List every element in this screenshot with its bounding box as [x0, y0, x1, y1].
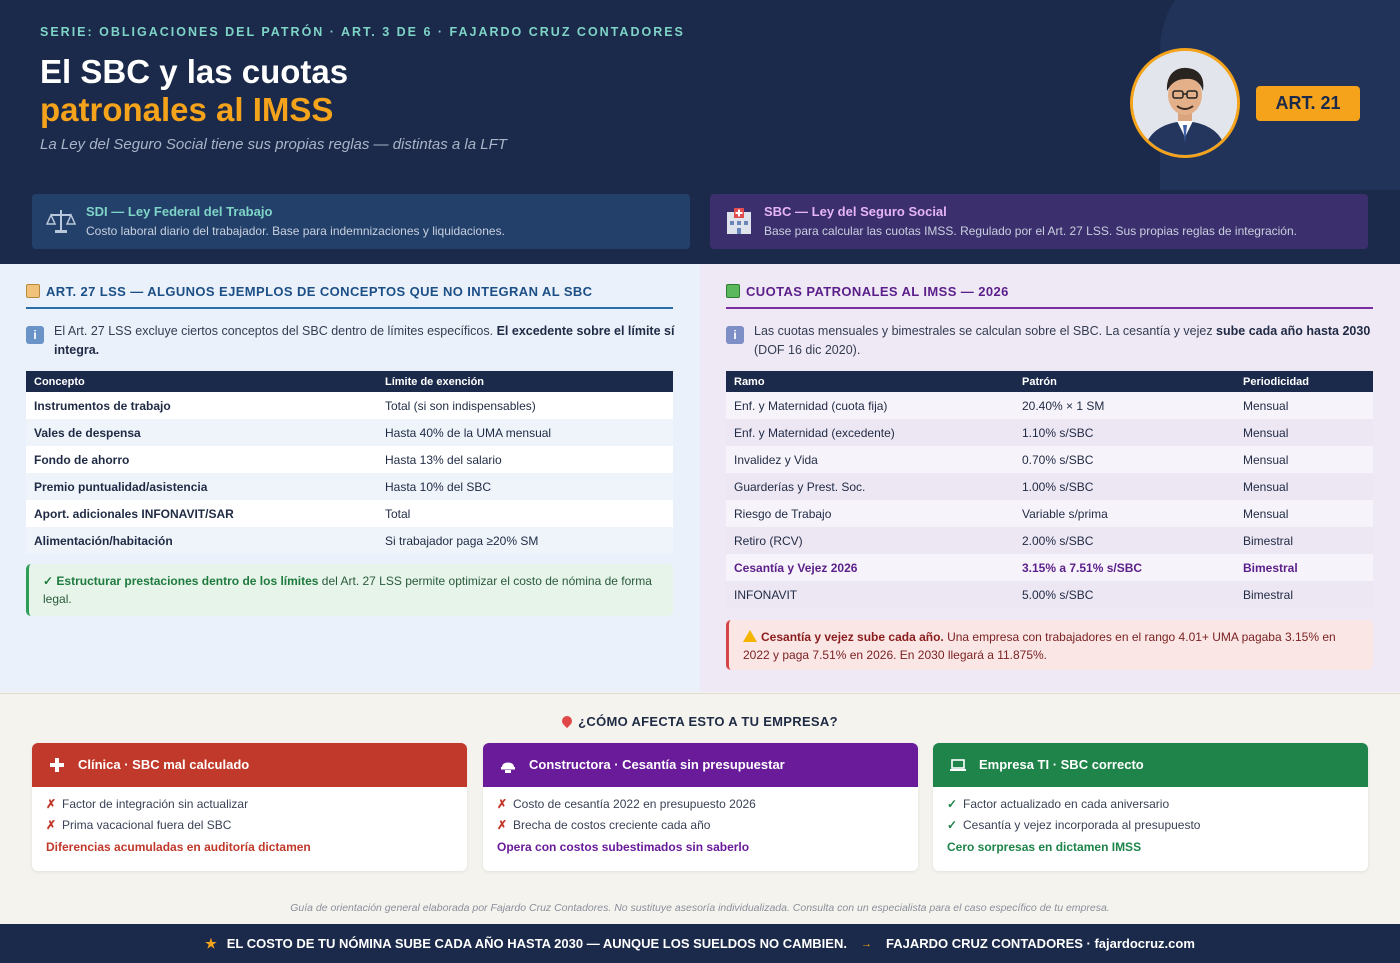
concept-cell: Premio puntualidad/asistencia	[34, 479, 208, 494]
clinic-case-card	[32, 743, 467, 871]
column-header: Concepto	[26, 371, 377, 392]
clipboard-icon	[26, 284, 40, 298]
construction-case-card	[483, 743, 918, 871]
cross-mark-icon: ✗	[46, 818, 57, 832]
list-item-text: Prima vacacional fuera del SBC	[62, 818, 232, 832]
card-result: Diferencias acumuladas en auditoría dictamen	[46, 840, 311, 854]
impact-title	[0, 714, 1400, 729]
card-result: Opera con costos subestimados sin saberlo	[497, 840, 750, 854]
list-item	[46, 797, 467, 818]
sdi-title: SDI — Ley Federal del Trabajo	[86, 204, 273, 219]
page-title-line1: El SBC y las cuotas	[40, 53, 349, 90]
rate-cell: 5.00% s/SBC	[1022, 587, 1094, 602]
scales-icon	[46, 206, 76, 236]
list-item-text: Factor de integración sin actualizar	[62, 797, 249, 811]
warning-text: Una empresa con trabajadores en el rango 4.01+ UMA pagaba 3.15% en 2022 y paga 7.51% en 2026. En 2030 llegará a 11.875%.	[743, 630, 1336, 662]
article-badge: ART. 21	[1256, 86, 1360, 121]
card-header	[933, 743, 1368, 787]
series-label: SERIE: OBLIGACIONES DEL PATRÓN · ART. 3 DE 6 · FAJARDO CRUZ CONTADORES	[40, 25, 685, 39]
art27-intro	[26, 322, 676, 360]
rate-cell: 1.10% s/SBC	[1022, 425, 1094, 440]
table-row	[26, 500, 673, 527]
footer-banner	[0, 924, 1400, 963]
highlighted-table-row	[726, 554, 1373, 581]
rate-cell: 3.15% a 7.51% s/SBC	[1022, 560, 1143, 575]
imss-intro-bold: sube cada año hasta 2030	[1216, 324, 1371, 338]
period-cell: Mensual	[1243, 425, 1289, 440]
branch-cell: Enf. y Maternidad (excedente)	[734, 425, 895, 440]
table-row	[726, 392, 1373, 419]
table-row	[726, 473, 1373, 500]
limit-cell: Total	[385, 506, 411, 521]
disclaimer: Guía de orientación general elaborada por Fajardo Cruz Contadores. No sustituye asesoría individualizada. Consulta con un especialista para el caso específico de tu empresa.	[290, 902, 1110, 914]
info-icon: i	[726, 326, 744, 344]
art27-section-title	[26, 284, 673, 309]
table-row	[26, 446, 673, 473]
imss-intro-text-2: (DOF 16 dic 2020).	[754, 343, 861, 357]
sdi-info-box	[32, 194, 690, 249]
period-cell: Mensual	[1243, 398, 1289, 413]
table-row	[726, 419, 1373, 446]
optimization-tip	[26, 564, 673, 616]
footer-brand: FAJARDO CRUZ CONTADORES · fajardocruz.com	[885, 936, 1195, 951]
quotas-table	[726, 371, 1373, 608]
cross-mark-icon: ✗	[497, 818, 508, 832]
laptop-icon	[949, 756, 967, 774]
limit-cell: Total (si son indispensables)	[385, 398, 536, 413]
cross-mark-icon: ✗	[497, 797, 508, 811]
concept-cell: Alimentación/habitación	[34, 533, 173, 548]
rate-cell: 1.00% s/SBC	[1022, 479, 1094, 494]
table-row	[26, 392, 673, 419]
arrow-icon: →	[860, 937, 872, 950]
table-row	[726, 446, 1373, 473]
impact-section	[0, 693, 1400, 890]
sbc-description: Base para calcular las cuotas IMSS. Regulado por el Art. 27 LSS. Sus propias reglas de integración.	[764, 224, 1297, 238]
cesantia-warning	[726, 620, 1373, 670]
card-header	[483, 743, 918, 787]
column-header: Ramo	[726, 371, 1014, 392]
warning-bold: Cesantía y vejez sube cada año.	[761, 630, 944, 644]
table-row	[26, 527, 673, 554]
imss-section-title-text: CUOTAS PATRONALES AL IMSS — 2026	[746, 284, 1009, 299]
art27-intro-text: El Art. 27 LSS excluye ciertos conceptos del SBC dentro de límites específicos.	[54, 324, 497, 338]
imss-intro	[726, 322, 1376, 360]
table-row	[26, 419, 673, 446]
limit-cell: Hasta 10% del SBC	[385, 479, 492, 494]
list-item	[497, 818, 918, 839]
concept-cell: Instrumentos de trabajo	[34, 398, 171, 413]
hard-hat-icon	[499, 756, 517, 774]
warning-icon	[743, 630, 757, 642]
list-item	[46, 818, 467, 839]
cross-mark-icon: ✗	[46, 797, 57, 811]
period-cell: Mensual	[1243, 506, 1289, 521]
concept-cell: Vales de despensa	[34, 425, 141, 440]
money-icon	[726, 284, 740, 298]
period-cell: Mensual	[1243, 452, 1289, 467]
art27-intro-bold: El excedente sobre el límite sí integra.	[54, 324, 675, 357]
concept-cell: Fondo de ahorro	[34, 452, 130, 467]
it-company-case-card	[933, 743, 1368, 871]
imss-quotas-panel	[700, 264, 1400, 692]
column-header: Periodicidad	[1235, 371, 1373, 392]
list-item-text: Cesantía y vejez incorporada al presupuesto	[963, 818, 1201, 832]
card-title: Clínica · SBC mal calculado	[78, 757, 250, 772]
card-header	[32, 743, 467, 787]
card-title: Constructora · Cesantía sin presupuestar	[529, 757, 785, 772]
sdi-description: Costo laboral diario del trabajador. Base para indemnizaciones y liquidaciones.	[86, 224, 505, 238]
column-header: Límite de exención	[377, 371, 673, 392]
branch-cell: Invalidez y Vida	[734, 452, 818, 467]
table-row	[26, 473, 673, 500]
impact-title-text: ¿CÓMO AFECTA ESTO A TU EMPRESA?	[578, 714, 838, 729]
card-title: Empresa TI · SBC correcto	[979, 757, 1144, 772]
art27-section-title-text: ART. 27 LSS — ALGUNOS EJEMPLOS DE CONCEPTOS QUE NO INTEGRAN AL SBC	[46, 284, 593, 299]
list-item-text: Factor actualizado en cada aniversario	[963, 797, 1170, 811]
exemptions-table	[26, 371, 673, 554]
branch-cell: INFONAVIT	[734, 587, 798, 602]
limit-cell: Hasta 13% del salario	[385, 452, 502, 467]
check-mark-icon: ✓	[947, 797, 958, 811]
sbc-info-box	[710, 194, 1368, 249]
info-icon: i	[26, 326, 44, 344]
table-row	[726, 581, 1373, 608]
table-row	[726, 527, 1373, 554]
author-avatar	[1130, 48, 1240, 158]
rate-cell: 20.40% × 1 SM	[1022, 398, 1105, 413]
period-cell: Bimestral	[1243, 587, 1294, 602]
tip-text: del Art. 27 LSS permite optimizar el costo de nómina de forma legal.	[43, 574, 652, 606]
column-header: Patrón	[1014, 371, 1235, 392]
list-item	[497, 797, 918, 818]
imss-intro-text-1: Las cuotas mensuales y bimestrales se calculan sobre el SBC. La cesantía y vejez	[754, 324, 1217, 338]
limit-cell: Hasta 40% de la UMA mensual	[385, 425, 552, 440]
star-icon: ★	[205, 935, 217, 951]
period-cell: Bimestral	[1243, 560, 1298, 575]
rate-cell: Variable s/prima	[1022, 506, 1108, 521]
branch-cell: Guarderías y Prest. Soc.	[734, 479, 866, 494]
limit-cell: Si trabajador paga ≥20% SM	[385, 533, 539, 548]
sbc-title: SBC — Ley del Seguro Social	[764, 204, 947, 219]
list-item	[947, 818, 1368, 839]
concept-cell: Aport. adicionales INFONAVIT/SAR	[34, 506, 234, 521]
rate-cell: 2.00% s/SBC	[1022, 533, 1094, 548]
table-header-row	[726, 371, 1373, 392]
tip-bold: ✓ Estructurar prestaciones dentro de los límites	[43, 574, 319, 588]
branch-cell: Enf. y Maternidad (cuota fija)	[734, 398, 888, 413]
pin-icon	[560, 714, 574, 728]
table-header-row	[26, 371, 673, 392]
imss-section-title	[726, 284, 1373, 309]
rate-cell: 0.70% s/SBC	[1022, 452, 1094, 467]
art27-panel	[0, 264, 700, 692]
page-title-line2: patronales al IMSS	[40, 91, 334, 128]
header	[0, 0, 1400, 264]
table-row	[726, 500, 1373, 527]
medical-cross-icon	[48, 756, 66, 774]
hospital-icon	[724, 206, 754, 236]
branch-cell: Riesgo de Trabajo	[734, 506, 832, 521]
page-subtitle: La Ley del Seguro Social tiene sus propias reglas — distintas a la LFT	[40, 136, 507, 153]
list-item-text: Brecha de costos creciente cada año	[513, 818, 711, 832]
footer-message: EL COSTO DE TU NÓMINA SUBE CADA AÑO HASTA 2030 — AUNQUE LOS SUELDOS NO CAMBIEN.	[226, 936, 847, 951]
branch-cell: Cesantía y Vejez 2026	[734, 560, 858, 575]
card-result: Cero sorpresas en dictamen IMSS	[947, 840, 1142, 854]
list-item-text: Costo de cesantía 2022 en presupuesto 2026	[513, 797, 756, 811]
branch-cell: Retiro (RCV)	[734, 533, 803, 548]
check-mark-icon: ✓	[947, 818, 958, 832]
period-cell: Bimestral	[1243, 533, 1294, 548]
list-item	[947, 797, 1368, 818]
period-cell: Mensual	[1243, 479, 1289, 494]
